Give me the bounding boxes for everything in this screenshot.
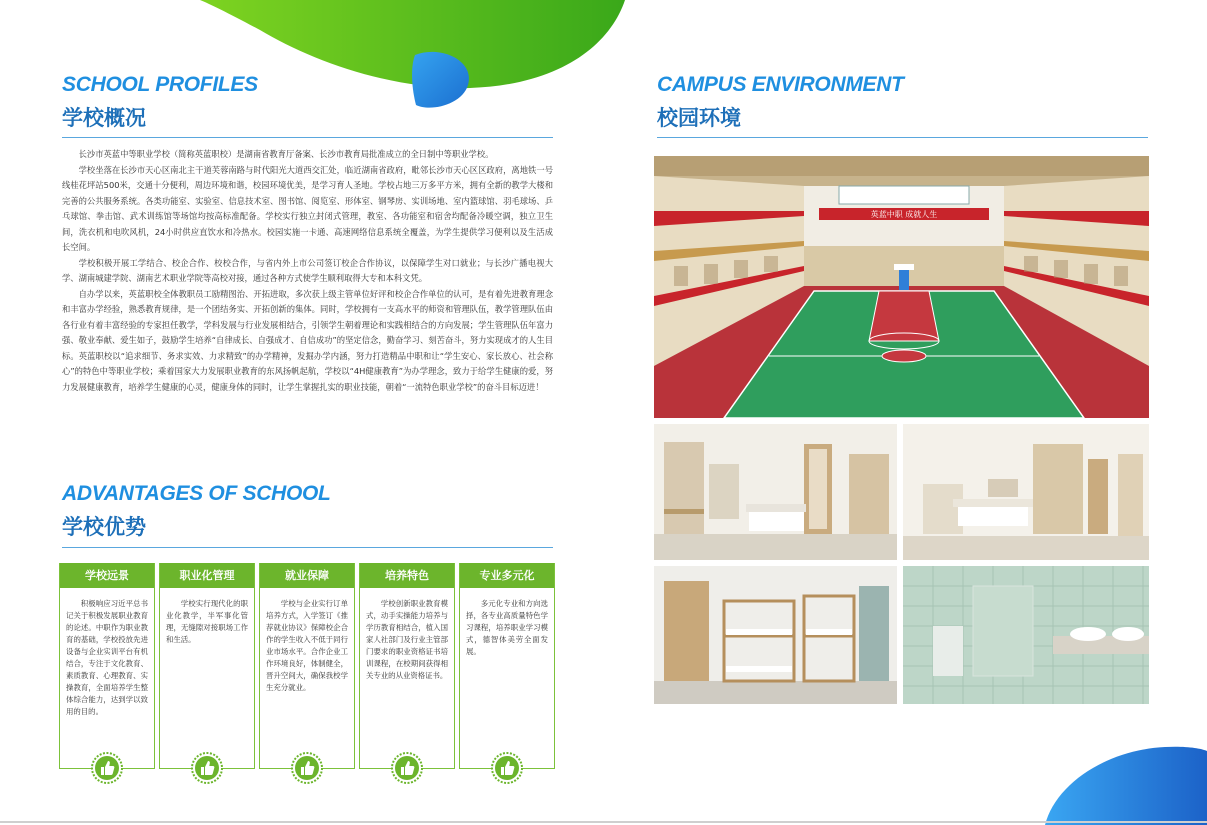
- dorm-bunk-photo: [654, 566, 897, 704]
- card-title: 学校远景: [60, 563, 154, 588]
- advantage-card-vision: [59, 563, 155, 769]
- campus-en-title: CAMPUS ENVIRONMENT: [657, 73, 904, 96]
- card-title: 就业保障: [260, 563, 354, 588]
- advantages-cn-title: 学校优势: [62, 515, 146, 539]
- profiles-rule: [62, 137, 553, 138]
- profiles-cn-title: 学校概况: [62, 106, 146, 130]
- card-title: 专业多元化: [460, 563, 554, 588]
- card-text: 多元化专业和方向选择，各专业高质量特色学习课程，培养职业学习模式，德智体美劳全面发展。: [466, 599, 548, 656]
- gym-banner-text: 英蓝中职 成就人生: [870, 210, 938, 219]
- card-title: 职业化管理: [160, 563, 254, 588]
- campus-cn-title: 校园环境: [657, 106, 741, 130]
- card-text: 学校与企业实行订单培养方式，入学签订《推荐就业协议》保障校企合作的学生收入不低于同行业市场水平。合作企业工作环境良好，体制健全，晋升空间大，确保我校学生充分就业。: [266, 599, 348, 692]
- dorm-bedroom-photo-2: [903, 424, 1149, 560]
- advantage-card-management: [159, 563, 255, 769]
- bathroom-photo: [903, 566, 1149, 704]
- advantage-card-majors: [459, 563, 555, 769]
- profiles-en-title: SCHOOL PROFILES: [62, 73, 258, 96]
- advantage-card-employment: [259, 563, 355, 769]
- top-green-swoosh: [200, 0, 660, 115]
- campus-rule: [657, 137, 1148, 138]
- card-text: 积极响应习近平总书记关于积极发展职业教育的论述。中职作为职业教育的基础，学校投放先进设备与企业实训平台有机结合，专注于文化教育、素质教育、心理教育、实操教育，全面培养学生整体综合能力，达到学以致用的目的。: [66, 599, 148, 716]
- profiles-paragraph: 学校积极开展工学结合、校企合作、校校合作，与省内外上市公司签订校企合作协议，以保障学生对口就业；与长沙广播电视大学、湖南城建学院、湖南艺术职业学院等高校对接，通过各种方式使学生顺利取得大专和本科文凭。: [62, 257, 553, 283]
- advantages-en-title: ADVANTAGES OF SCHOOL: [62, 482, 331, 505]
- profiles-body: [62, 147, 553, 395]
- thumbs-up-icon: [91, 752, 123, 784]
- bottom-blue-swoosh: [1045, 745, 1207, 825]
- advantage-card-training: [359, 563, 455, 769]
- dorm-bedroom-photo-1: [654, 424, 897, 560]
- card-text: 学校实行现代化的职业化教学，半军事化管理，无缝隙对接职场工作和生活。: [166, 599, 248, 644]
- thumbs-up-icon: [491, 752, 523, 784]
- thumbs-up-icon: [291, 752, 323, 784]
- advantages-rule: [62, 547, 553, 548]
- profiles-paragraph: 自办学以来，英蓝职校全体教职员工励精图治、开拓进取，多次获上级主管单位好评和校企合作单位的认可，是有着先进教育理念和丰富办学经验，熟悉教育规律，是一个团结务实、开拓创新的集体。同时，学校拥有一支高水平的师资和管理队伍，教学管理队伍由各行业有着丰富经验的专家担任教学，学科发展与行业发展相结合，引领学生朝着理论和实践相结合的方向发展；学生管理队伍年富力强、敬业奉献、爱生如子，鼓励学生培养“自律成长、自强成才、自信成功”的坚定信念，勤奋学习、刻苦奋斗，努力实现成才的人生目标。英蓝职校以“追求细节、务求实效、力求精致”的办学精神，发掘办学内涵，努力打造精品中职和让“学生安心、家长放心、社会称心”的特色中等职业学校；乘着国家大力发展职业教育的东风扬帆起航，学校以“4H健康教育”为办学理念，致力于给学生健康的爱，努力发展健康教育，培养学生健康的心灵，健康身体的同时，让学生掌握扎实的职业技能，朝着“一流特色职业学校”的奋斗目标迈进！: [62, 288, 553, 392]
- card-text: 学校创新职业教育模式，动手实操能力培养与学历教育相结合，植入国家人社部门及行业主管部门要求的职业资格证书培训课程，在校期间获得相关专业的从业资格证书。: [366, 599, 448, 680]
- gym-photo: [654, 156, 1149, 418]
- thumbs-up-icon: [191, 752, 223, 784]
- thumbs-up-icon: [391, 752, 423, 784]
- card-title: 培养特色: [360, 563, 454, 588]
- profiles-paragraph: 长沙市英蓝中等职业学校（简称英蓝职校）是湖南省教育厅备案、长沙市教育局批准成立的全日制中等职业学校。: [78, 149, 494, 159]
- profiles-paragraph: 学校坐落在长沙市天心区南北主干道芙蓉南路与时代阳光大道西交汇处，临近湖南省政府，毗邻长沙市天心区区政府，离地铁一号线桂花坪站500米，交通十分便利，周边环境和谐，校园环境优美，是学习育人圣地。学校占地三万多平方米，拥有全新的教学大楼和完善的公共服务系统。各类功能室、实验室、信息技术室、图书馆、阅览室、形体室、钢琴房、实训场地、室内篮球馆、羽毛球场、乒乓球馆、拳击馆、武术训练馆等场馆均按高标准配备。学校实行独立封闭式管理，教室、各功能室和宿舍均配备冷暖空调，独立卫生间，洗衣机和电吹风机，24小时供应直饮水和冷热水。校园实施一卡通、高速网络信息系统全覆盖，为学生提供学习便利以及生活成长空间。: [62, 164, 553, 252]
- bottom-divider: [0, 821, 1207, 823]
